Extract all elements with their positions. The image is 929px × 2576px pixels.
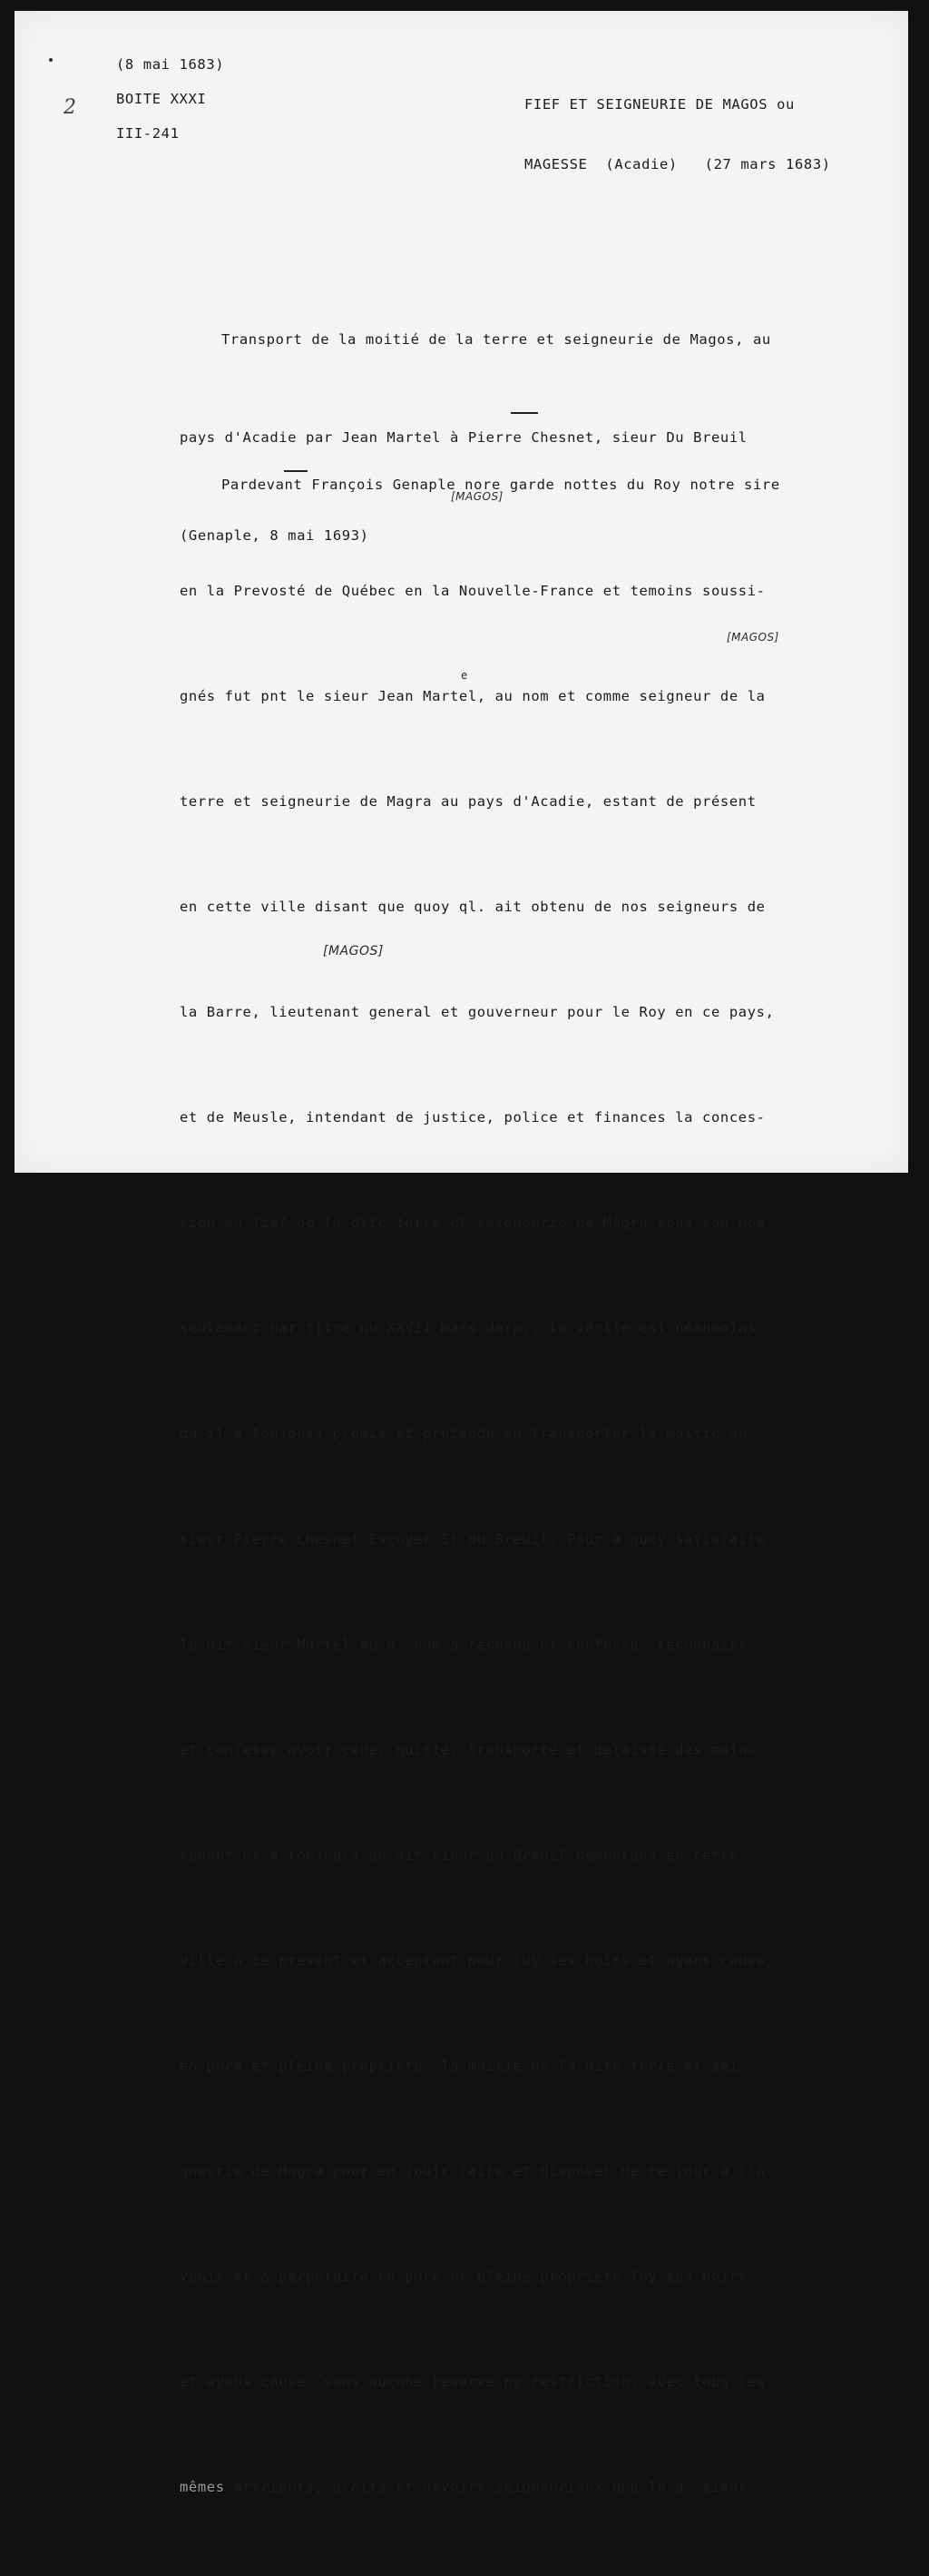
body-line: ville à ce présent et acceptant pour luy ses hoirs et ayans cause, [180,1952,775,1969]
body-line: sion en fief de la dite terre et seigneurie de Magra sous son nom [180,1214,766,1232]
faint-word: mêmes [180,2479,225,2496]
body-line: qu'il a toujours promis et prétendu en transporter la moitié au [180,1425,748,1442]
body-line: gnés fut pnt le sieur Jean Martel, au nom et comme seigneur de la [180,687,766,704]
body-line-rest: attributs, droits et devoirs seigneuriaux que le d. sieur [224,2479,748,2496]
body-line: gneurie de Magra pour en jouir faire et disposer de ce jour à l'a- [180,2163,775,2180]
abbreviation-overbar [284,470,308,472]
body-line: sieur Pierre Chesnet Escuyer Sr du Breuil, Pour à quoy satisfaire [180,1530,766,1548]
body-line: en pure et pleine propriété, la moitié de la dite terre et sei- [180,2058,748,2075]
margin-dot [49,58,53,62]
header-line: MAGESSE (Acadie) (27 mars 1683) [524,156,831,172]
body-line: en la Prevosté de Québec en la Nouvelle-France et temoins soussi- [180,582,766,599]
body-line: et confesse avoir cedé, quitté, transporté et delaissé dès main- [180,1741,757,1758]
body-line: et de Meusle, intendant de justice, police et finances la conces- [180,1109,766,1126]
body-line-last [180,2470,780,2505]
handwritten-annotation: [MAGOS] [323,944,384,959]
document-header [524,54,831,214]
body-line: en cette ville disant que quoy ql. ait obtenu de nos seigneurs de [180,898,766,915]
reference-date: (8 mai 1683) [116,56,225,73]
body-line: terre et seigneurie de Magra au pays d'Acadie, estant de présent [180,792,757,810]
handwritten-annotation: [MAGOS] [451,490,504,503]
superscript-annotation: e [461,669,468,682]
body-line: tenant et à toujours au dit sieur du Breuil demeurans en cette [180,1846,738,1863]
reference-box: BOITE XXXI [116,91,207,107]
title-line: Transport de la moitié de la terre et seigneurie de Magos, au [221,331,771,348]
document-page [15,11,908,2496]
body-paragraph [180,398,780,2576]
body-line: le dit sieur Martel au d. nom a reconnu et confessé, reconnaist [180,1636,748,1653]
title-line: pays d'Acadie par Jean Martel à Pierre Chesnet, sieur Du Breuil [180,429,748,446]
body-line: la Barre, lieutenant general et gouverneur pour le Roy en ce pays, [180,1003,775,1020]
body-line: Pardevant François Genaple nore garde nottes du Roy notre sire [221,477,780,494]
body-line: venir et à perpetuité en pure et pleine propriété luy ses hoirs [180,2268,748,2286]
title-line: (Genaple, 8 mai 1693) [180,527,369,544]
header-line: FIEF ET SEIGNEURIE DE MAGOS ou [524,96,795,113]
margin-note: 2 [64,96,76,119]
abbreviation-overbar [511,412,538,414]
body-line: seulement par titre du XXVII mars dern., la vérité est néanmoins [180,1320,757,1337]
body-line: et ayans cause, sans aucune reserve ny restriction, avec tous les [180,2374,766,2391]
reference-number: III-241 [116,125,180,142]
handwritten-annotation: [MAGOS] [727,631,779,644]
